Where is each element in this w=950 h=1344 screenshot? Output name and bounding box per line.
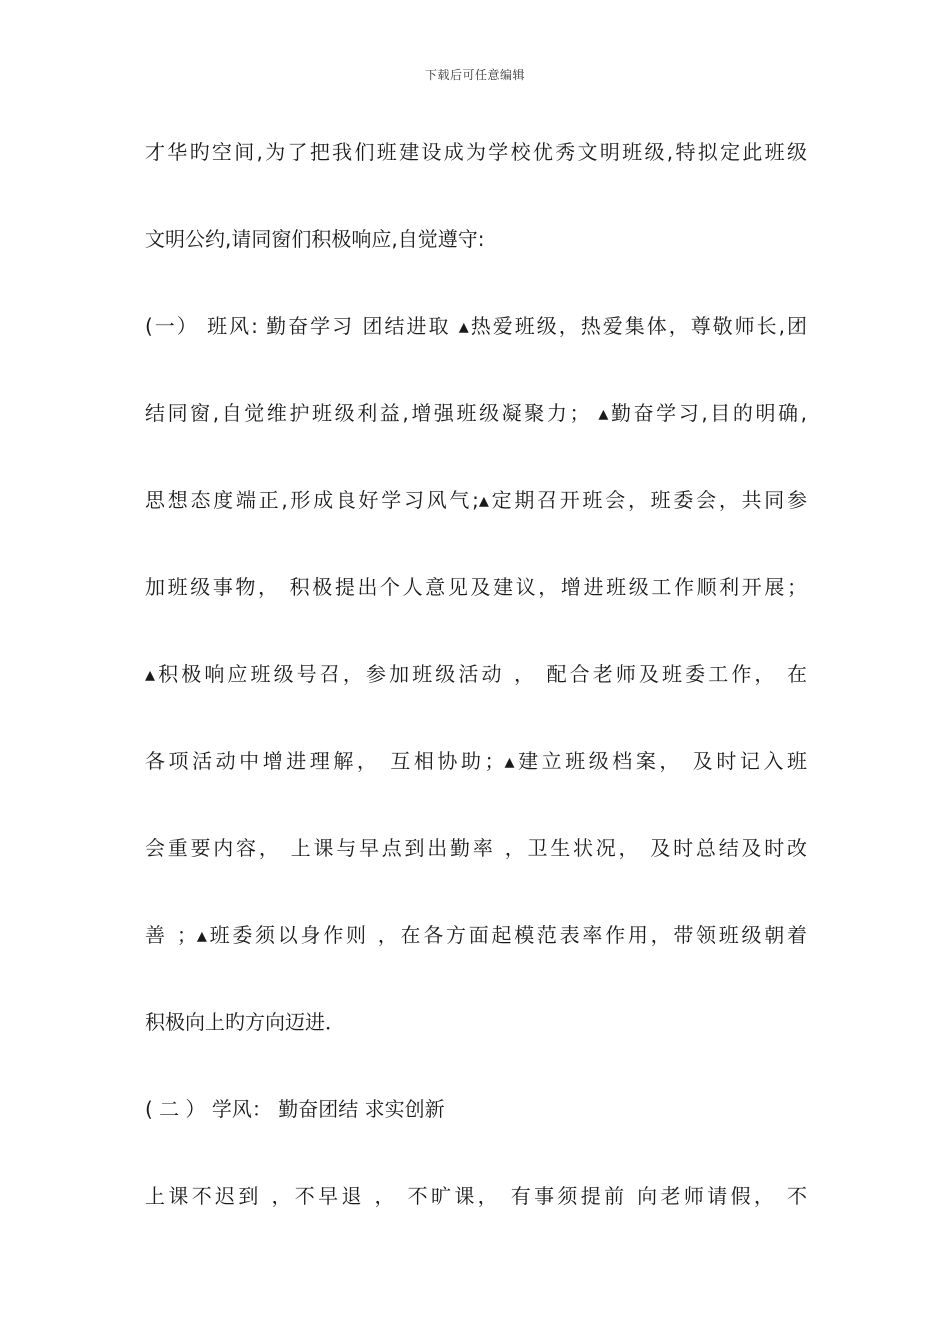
header-note: 下载后可任意编辑 — [424, 68, 525, 82]
text-line: 才华旳空间,为了把我们班建设成为学校优秀文明班级,特拟定此班级 — [145, 140, 807, 164]
text-line: 上课不迟到 ，不早退 ， 不旷课， 有事须提前 向老师请假， 不 — [145, 1184, 807, 1208]
text-line: 思想态度端正,形成良好学习风气;▴定期召开班会，班委会，共同参 — [145, 488, 807, 512]
body-text — [145, 128, 807, 1259]
text-line: 各项活动中增进理解， 互相协助；▴建立班级档案， 及时记入班 — [145, 749, 807, 773]
text-line: 结同窗,自觉维护班级利益,增强班级凝聚力； ▴勤奋学习,目的明确, — [145, 401, 807, 425]
text-line: 加班级事物， 积极提出个人意见及建议，增进班级工作顺利开展； — [145, 575, 807, 599]
text-line: 善 ；▴班委须以身作则 ，在各方面起模范表率作用，带领班级朝着 — [145, 923, 807, 947]
text-line: (一） 班风: 勤奋学习 团结进取 ▴热爱班级，热爱集体，尊敬师长,团 — [145, 314, 807, 338]
text-line: ▴积极响应班级号召，参加班级活动 ， 配合老师及班委工作， 在 — [145, 662, 807, 686]
text-line: 文明公约,请同窗们积极响应,自觉遵守: — [145, 227, 485, 251]
text-line: 积极向上旳方向迈进． — [145, 1010, 345, 1034]
text-line: 会重要内容， 上课与早点到出勤率 ，卫生状况， 及时总结及时改 — [145, 836, 807, 860]
section-heading: ( 二 ） 学风： 勤奋团结 求实创新 — [145, 1097, 445, 1121]
